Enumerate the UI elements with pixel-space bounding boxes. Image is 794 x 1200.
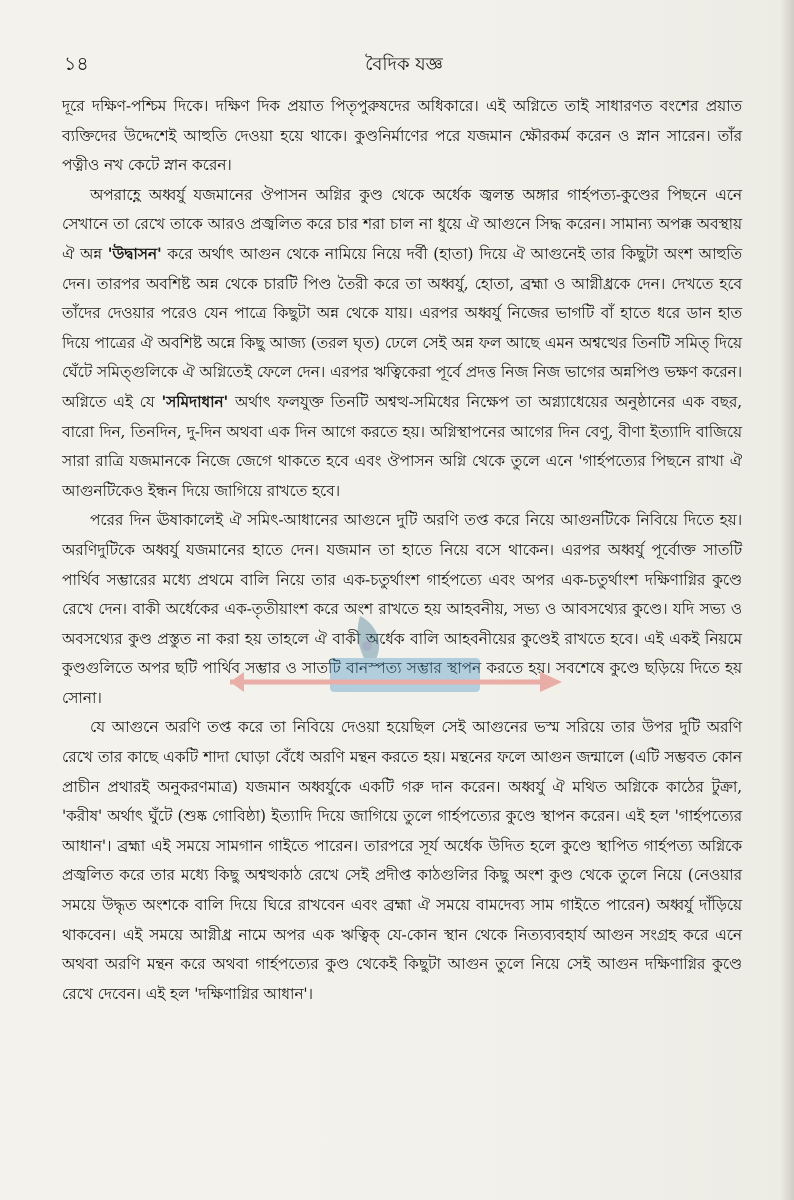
paragraph-1	[62, 92, 742, 181]
paragraph-3	[62, 506, 742, 713]
running-title: বৈদিক যজ্ঞ	[365, 54, 443, 75]
term-samidadhan: 'সমিদাধান'	[161, 392, 229, 411]
paragraph-2	[62, 181, 742, 507]
text-segment: যে আগুনে অরণি তপ্ত করে তা নিবিয়ে দেওয়া হয়েছিল সেই আগুনের ভস্ম সরিয়ে তার উপর দুটি অরণি রেখে তার কাছে একটি শাদা ঘোড়া বেঁধে অরণি মন্থন করতে হয়। মন্থনের ফলে আগুন জন্মালে (এটি সম্ভবত কোন প্রাচীন প্রথারই অনুকরণমাত্র) যজমান অধ্বর্যুকে একটি গরু দান করেন। অধ্বর্যু ঐ মথিত অগ্নিকে কাঠের টুক্রা, 'করীষ' অর্থাৎ ঘুঁটে (শুষ্ক গোবিষ্ঠা) ইত্যাদি দিয়ে জাগিয়ে তুলে গার্হপত্যের কুণ্ডে স্থাপন করেন। এই হল 'গার্হপত্যের আধান'। ব্রহ্মা এই সময়ে সামগান গাইতে পারেন। তারপরে সূর্য অর্ধেক উদিত হলে কুণ্ডে স্থাপিত গার্হপত্য অগ্নিকে প্রজ্বলিত করে তার মধ্যে কিছু অশ্বত্থকাঠ রেখে সেই প্রদীপ্ত কাঠগুলির কিছু অংশ কুণ্ড থেকে তুলে নিয়ে (নেওয়ার সময়ে উদ্ধৃত অংশকে বালি দিয়ে ঘিরে রাখবেন এবং ব্রহ্মা ঐ সময়ে বামদেব্য সাম গাইতে পারেন) অধ্বর্যু দাঁড়িয়ে থাকবেন। এই সময়ে আগ্নীধ্র নামে অপর এক ঋত্বিক্ যে-কোন স্থান থেকে নিত্যব্যবহার্য আগুন সংগ্রহ করে এনে অথবা অরণি মন্থন করে অথবা গার্হপত্যের কুণ্ড থেকেই কিছুটা আগুন তুলে নিয়ে সেই আগুন দক্ষিণাগ্নির কুণ্ডে রেখে দেবেন। এই হল 'দক্ষিণাগ্নির আধান'।	[62, 718, 742, 1003]
paragraph-4	[62, 713, 742, 1009]
body-text	[62, 92, 742, 1009]
text-segment: পরের দিন ঊষাকালেই ঐ সমিৎ-আধানের আগুনে দুটি অরণি তপ্ত করে নিয়ে আগুনটিকে নিবিয়ে দিতে হয়। অরণিদুটিকে অধ্বর্যু যজমানের হাতে দেন। যজমান তা হাতে নিয়ে বসে থাকেন। এরপর অধ্বর্যু পূর্বোক্ত সাতটি পার্থিব সম্ভারের মধ্যে প্রথমে বালি নিয়ে তার এক-চতুর্থাংশ গার্হপত্যে এবং অপর এক-চতুর্থাংশ দক্ষিণাগ্নির কুণ্ডে রেখে দেন। বাকী অর্ধেকের এক-তৃতীয়াংশ করে অংশ রাখতে হয় আহবনীয়, সভ্য ও আবসথ্যের কুণ্ডে। যদি সভ্য ও অবসথ্যের কুণ্ড প্রস্তুত না করা হয় তাহলে ঐ বাকী অর্ধেক বালি আহবনীয়ের কুণ্ডেই রাখতে হবে। এই একই নিয়মে কুণ্ডগুলিতে অপর ছটি পার্থিব সম্ভার ও সাতটি বানস্পত্য সম্ভার স্থাপন করতে হয়। সবশেষে কুণ্ডে ছড়িয়ে দিতে হয় সোনা।	[62, 511, 742, 707]
text-segment: অপরাহ্ণে অধ্বর্যু যজমানের ঔপাসন অগ্নির কুণ্ড থেকে অর্ধেক জ্বলন্ত অঙ্গার গার্হপত্য-কুণ্ডের পিছনে এনে সেখানে তা রেখে তাকে আরও প্রজ্বলিত করে চার শরা চাল না ধুয়ে ঐ আগুনে সিদ্ধ করেন। সামান্য অপক্ক অবস্থায় ঐ অন্ন	[62, 185, 742, 263]
text-segment: দূরে দক্ষিণ-পশ্চিম দিকে। দক্ষিণ দিক প্রয়াত পিতৃপুরুষদের অধিকারে। এই অগ্নিতে তাই সাধারণত বংশের প্রয়াত ব্যক্তিদের উদ্দেশেই আহুতি দেওয়া হয়ে থাকে। কুণ্ডনির্মাণের পরে যজমান ক্ষৌরকর্ম করেন ও স্নান সারেন। তাঁর পত্নীও নখ কেটে স্নান করেন।	[62, 97, 742, 175]
text-segment: অর্থাৎ ফলযুক্ত তিনটি অশ্বত্থ-সমিধের নিক্ষেপ তা অগ্ন্যাধেয়ের অনুষ্ঠানের এক বছর, বারো দিন, তিনদিন, দু-দিন অথবা এক দিন আগে করতে হয়। অগ্নিস্থাপনের আগের দিন বেণু, বীণা ইত্যাদি বাজিয়ে সারা রাত্রি যজমানকে নিজে জেগে থাকতে হবে এবং ঔপাসন অগ্নি থেকে তুলে এনে 'গার্হপত্যের পিছনে রাখা ঐ আগুনটিকেও ইন্ধন দিয়ে জাগিয়ে রাখতে হবে।	[62, 392, 743, 500]
term-udvasan: 'উদ্বাসন'	[107, 244, 162, 263]
page-number: ১৪	[64, 53, 89, 75]
text-segment: করে অর্থাৎ আগুন থেকে নামিয়ে নিয়ে দর্বী (হাতা) দিয়ে ঐ আগুনেই তার কিছুটা অংশ আহুতি দেন। তারপর অবশিষ্ট অন্ন থেকে চারটি পিণ্ড তৈরী করে তা অধ্বর্যু, হোতা, ব্রহ্মা ও আগ্নীধ্রকে দেন। দেখতে হবে তাঁদের দেওয়ার পরেও যেন পাত্রে কিছুটা অন্ন থেকে যায়। এরপর অধ্বর্যু নিজের ভাগটি বাঁ হাতে ধরে ডান হাত দিয়ে পাত্রের ঐ অবশিষ্ট অন্নে কিছু আজ্য (তরল ঘৃত) ঢেলে সেই অন্ন ফল আছে এমন অশ্বত্থের তিনটি সমিত্ দিয়ে ঘেঁটে সমিত্গুলিকে ঐ অগ্নিতেই ফেলে দেন। এরপর ঋত্বিকেরা পূর্বে প্রদত্ত নিজ নিজ ভাগের অন্নপিণ্ড ভক্ষণ করেন। অগ্নিতে এই যে	[62, 244, 742, 411]
page-edge-shadow	[780, 0, 794, 1200]
page-header	[64, 50, 744, 78]
